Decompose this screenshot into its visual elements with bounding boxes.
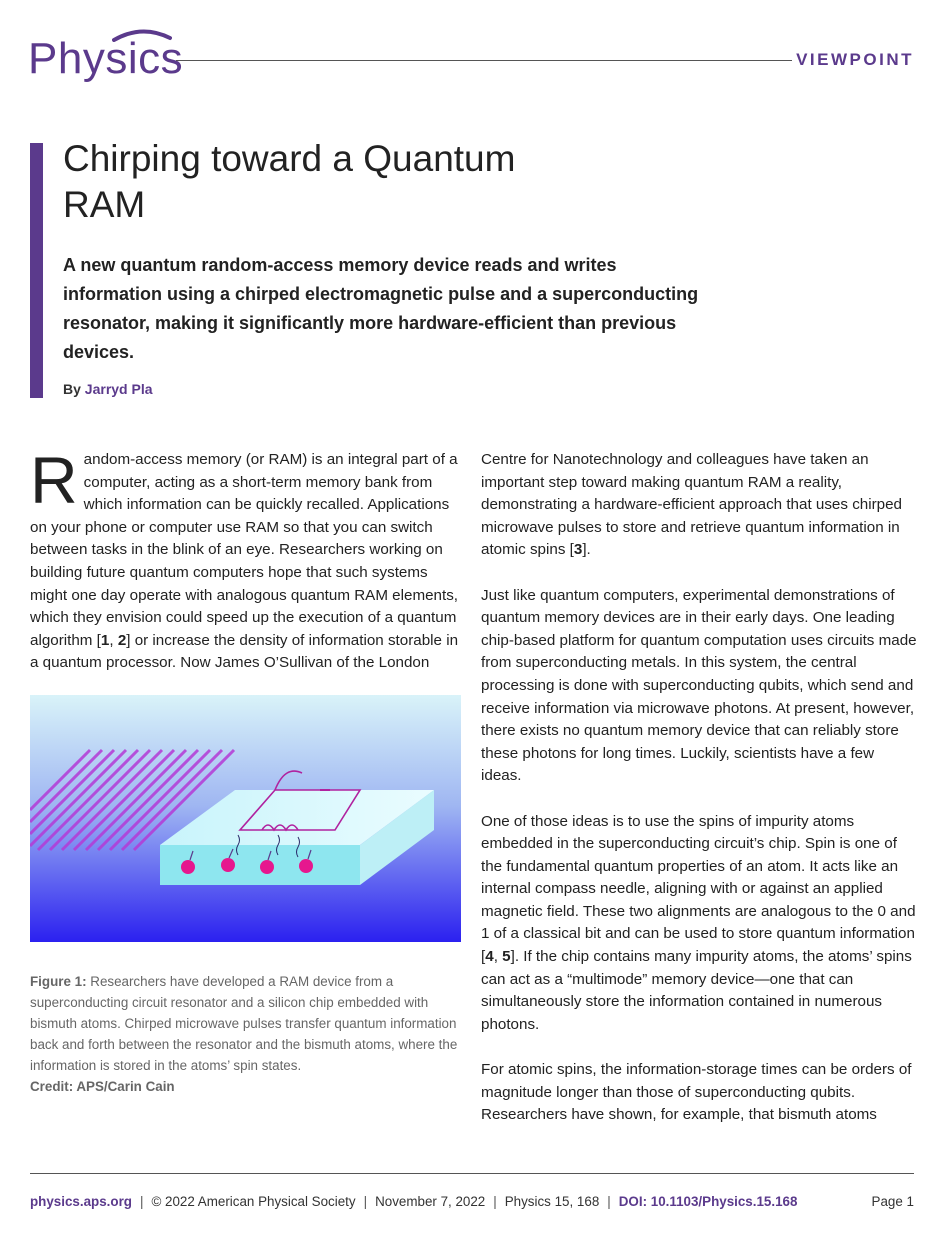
page-footer bbox=[30, 1194, 914, 1209]
doi-link[interactable]: DOI: 10.1103/Physics.15.168 bbox=[618, 1194, 798, 1209]
reference-1[interactable]: 1 bbox=[100, 631, 110, 649]
byline bbox=[63, 381, 153, 397]
footer-separator: | bbox=[363, 1194, 368, 1209]
byline-prefix: By bbox=[63, 381, 81, 397]
site-link[interactable]: physics.aps.org bbox=[30, 1194, 132, 1209]
paragraph-1-cont-end: ]. bbox=[582, 541, 591, 559]
paragraph-3 bbox=[481, 811, 917, 1037]
paragraph-1 bbox=[30, 443, 466, 675]
drop-cap: R bbox=[30, 443, 78, 517]
section-label: VIEWPOINT bbox=[796, 50, 914, 69]
paragraph-1-continued bbox=[481, 449, 917, 562]
ref-separator: , bbox=[109, 631, 118, 649]
footer-separator: | bbox=[607, 1194, 611, 1209]
paragraph-2: Just like quantum computers, experimental demonstrations of quantum memory devices are in their early days. One leading chip-based platform for quantum computation uses circuits made from superconducting metals. In this system, the central processing is done with superconducting qubits, which send and receive information via microwave photons. At present, however, there exists no quantum memory device that can reliably store these photons for long times. Luckily, scientists have a few ideas. bbox=[481, 586, 917, 785]
reference-2[interactable]: 2 bbox=[117, 631, 127, 649]
footer-separator: | bbox=[139, 1194, 144, 1209]
article-dek: A new quantum random-access memory device reads and writes information using a chirped electromagnetic pulse and a superconducting resonator, making it significantly more hardware-efficient than previous devices. bbox=[63, 255, 699, 362]
figure-1-caption bbox=[30, 971, 466, 1097]
title-accent-bar bbox=[30, 143, 43, 398]
title-line-2: RAM bbox=[63, 184, 146, 225]
paragraph-1-text-end: ] or increase the density of information storable in a quantum processor. Now James O’Sullivan of the London bbox=[30, 631, 459, 672]
ref-separator: , bbox=[493, 948, 503, 966]
body-column-right bbox=[481, 449, 917, 1149]
body-column-left bbox=[30, 443, 466, 698]
footer-separator: | bbox=[493, 1194, 497, 1209]
publication-date: November 7, 2022 bbox=[375, 1194, 486, 1209]
footer-rule bbox=[30, 1173, 914, 1174]
physics-logo[interactable]: Physics bbox=[28, 34, 184, 83]
title-line-1: Chirping toward a Quantum bbox=[63, 138, 516, 179]
reference-3[interactable]: 3 bbox=[573, 541, 583, 559]
reference-5[interactable]: 5 bbox=[502, 948, 511, 966]
reference-4[interactable]: 4 bbox=[485, 948, 494, 966]
header-rule bbox=[176, 60, 792, 61]
paragraph-1-text: andom-access memory (or RAM) is an integral part of a computer, acting as a short-term memory bank from which information can be quickly recalled. Applications on your phone or computer use RAM so that you can switch between tasks in the blink of an eye. Researchers working on building future quantum computers hope that such systems might one day operate with analogous quantum RAM elements, which they envision could speed up the execution of a quantum algorithm [ bbox=[30, 451, 459, 649]
paragraph-1-cont-text: Centre for Nanotechnology and colleagues have taken an important step toward making quantum RAM a reality, demonstrating a hardware-efficient approach that uses chirped microwave pulses to store and retrieve quantum information in atomic spins [ bbox=[481, 451, 903, 559]
figure-1-illustration bbox=[30, 695, 461, 942]
paragraph-3-text-end: ]. If the chip contains many impurity atoms, the atoms’ spins can act as a “multimode” memory device—one that can simultaneously store the information contained in numerous photons. bbox=[481, 948, 912, 1033]
figure-caption-text: Researchers have developed a RAM device from a superconducting circuit resonator and a silicon chip embedded with bismuth atoms. Chirped microwave pulses transfer quantum information back and forth between the resonator and the bismuth atoms, where the information is stored in the atoms’ spin states. bbox=[30, 974, 458, 1073]
paragraph-4: For atomic spins, the information-storage times can be orders of magnitude longer than those of superconducting qubits. Researchers have shown, for example, that bismuth atoms bbox=[481, 1061, 912, 1124]
article-title bbox=[63, 136, 623, 228]
page-number: Page 1 bbox=[871, 1194, 914, 1209]
page-header bbox=[28, 28, 914, 88]
figure-label: Figure 1: bbox=[30, 974, 87, 989]
volume-info: Physics 15, 168 bbox=[504, 1194, 600, 1209]
paragraph-3-text: One of those ideas is to use the spins of impurity atoms embedded in the superconducting circuit’s chip. Spin is one of the fundamental quantum properties of an atom. It acts like an internal compass needle, aligning with or against an applied magnetic field. These two alignments are analogous to the 0 and 1 of a classical bit and can be used to store quantum information [ bbox=[481, 812, 916, 966]
author-link[interactable]: Jarryd Pla bbox=[84, 381, 153, 397]
figure-credit: Credit: APS/Carin Cain bbox=[30, 1079, 175, 1094]
copyright: © 2022 American Physical Society bbox=[151, 1194, 356, 1209]
